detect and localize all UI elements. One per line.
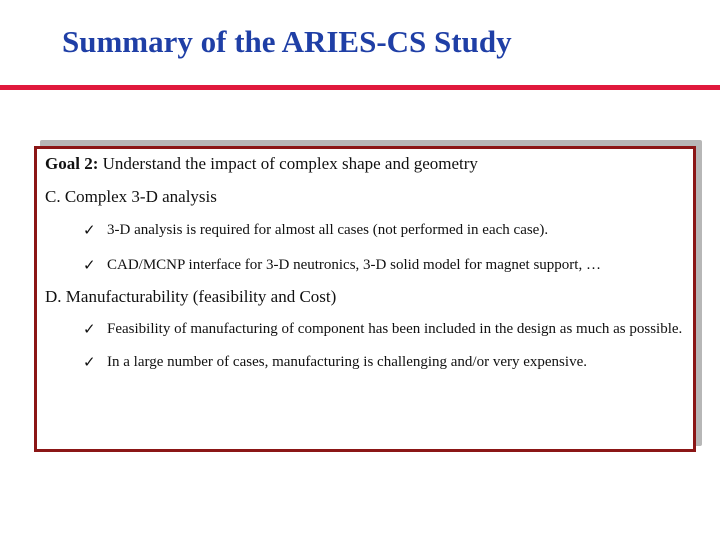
section-d-bullets xyxy=(45,319,685,372)
content-body xyxy=(45,153,685,372)
list-item xyxy=(45,352,685,372)
list-item xyxy=(45,255,685,275)
checkmark-icon: ✓ xyxy=(83,256,96,274)
checkmark-icon: ✓ xyxy=(83,353,96,371)
slide-title: Summary of the ARIES-CS Study xyxy=(62,24,512,59)
bullet-text: CAD/MCNP interface for 3-D neutronics, 3-D solid model for magnet support, … xyxy=(107,257,601,273)
checkmark-icon: ✓ xyxy=(83,221,96,239)
goal-text: Understand the impact of complex shape and geometry xyxy=(98,154,478,173)
section-c-heading: C. Complex 3-D analysis xyxy=(45,187,217,206)
title-divider xyxy=(0,85,720,90)
list-item xyxy=(45,220,685,240)
bullet-text: Feasibility of manufacturing of component has been included in the design as much as possible. xyxy=(107,321,683,337)
goal-line xyxy=(45,153,685,175)
section-c-bullets xyxy=(45,220,685,275)
bullet-text: In a large number of cases, manufacturing is challenging and/or very expensive. xyxy=(107,354,587,370)
goal-label: Goal 2: xyxy=(45,154,99,173)
bullet-text: 3-D analysis is required for almost all cases (not performed in each case). xyxy=(107,222,549,238)
checkmark-icon: ✓ xyxy=(83,320,96,338)
section-d-heading: D. Manufacturability (feasibility and Cost) xyxy=(45,287,337,306)
list-item xyxy=(45,319,685,339)
content-box xyxy=(34,146,696,452)
